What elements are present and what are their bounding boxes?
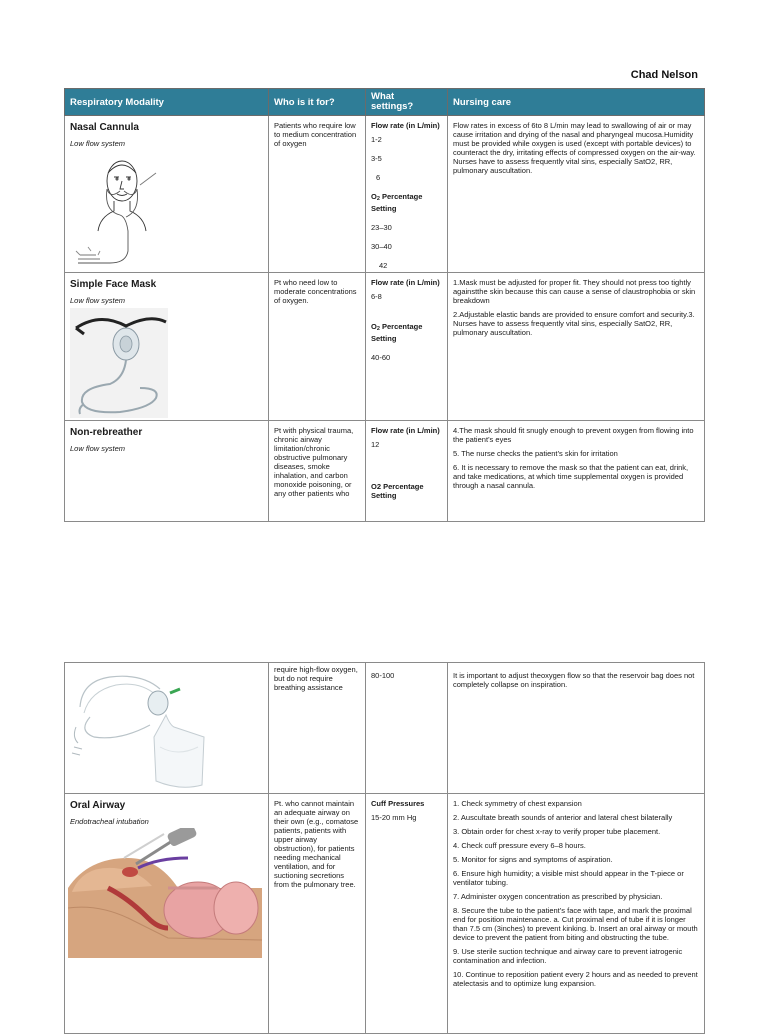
percentage-label-pre: O [371,192,377,201]
nursing-cell [448,421,705,522]
table-row-non-rebreather-continued [65,663,705,794]
settings-cell [366,794,448,1034]
intubation-illustration [68,828,262,958]
who-text: require high-flow oxygen, but do not require breathing assistance [274,665,358,692]
header-settings-line1: What [371,91,395,102]
author-name: Chad Nelson [630,69,698,81]
modality-cell [65,794,269,1034]
modality-title: Oral Airway [70,800,126,811]
nursing-text: It is important to adjust theoxygen flow so that the reservoir bag does not completely collapse on inspiration. [453,671,695,689]
nursing-item: 6. It is necessary to remove the mask so that the patient can eat, drink, and take medications, at which time supplemental oxygen is provided through a nasal cannula. [453,463,689,490]
modality-cell [65,663,269,794]
who-text: Pt. who cannot maintain an adequate airway on their own (e.g., comatose patients, patients with upper airway obstruction), for patients needing mechanical ventilation, and for suctioning secretions from the pulmonary tree. [274,799,359,889]
table-header-row [65,89,705,116]
flow-value: 12 [371,440,380,449]
percentage-label-sub: 2 [376,326,380,332]
header-who: Who is it for? [269,89,366,116]
who-cell [269,794,366,1034]
settings-cell [366,421,448,522]
percentage-label-post: Percentage Setting [371,322,423,343]
flow-rate-label: Flow rate (in L/min) [371,278,440,287]
respiratory-table-page-1 [64,88,705,522]
nursing-item: 1. Check symmetry of chest expansion [453,799,582,808]
modality-subtitle: Low flow system [70,139,126,148]
who-cell [269,273,366,421]
nursing-cell [448,794,705,1034]
settings-cell [366,273,448,421]
table-row-simple-face-mask [65,273,705,421]
header-settings-line2: settings? [371,101,414,112]
cuff-pressure-value: 15-20 mm Hg [371,813,417,822]
modality-subtitle: Low flow system [70,444,126,453]
flow-value-2: 3-5 [371,154,382,163]
flow-rate-label: Flow rate (in L/min) [371,121,440,130]
settings-cell [366,663,448,794]
flow-value-3: 6 [376,173,381,182]
nursing-item: 7. Administer oxygen concentration as prescribed by physician. [453,892,663,901]
header-settings [366,89,448,116]
nursing-item: 3. Obtain order for chest x-ray to verify proper tube placement. [453,827,661,836]
nursing-item: 2.Adjustable elastic bands are provided to ensure comfort and security.3. Nurses have to assess frequently vital sins, especially SatO2, RR, pulmonary auscultation. [453,310,695,337]
who-text: Patients who require low to medium concentration of oxygen [274,121,357,148]
flow-value-1: 1-2 [371,135,382,144]
percentage-label-post: Percentage Setting [371,192,423,213]
table-row-oral-airway [65,794,705,1034]
table-row-non-rebreather [65,421,705,522]
modality-title: Non-rebreather [70,427,143,438]
who-cell [269,116,366,273]
table-row-nasal-cannula [65,116,705,273]
nursing-cell [448,116,705,273]
nursing-item: 1.Mask must be adjusted for proper fit. They should not press too tightly againstthe skin because this can cause a sense of claustrophobia or skin breakdown [453,278,696,305]
nursing-item: 4.The mask should fit snugly enough to prevent oxygen from flowing into the patient’s eyes [453,426,694,444]
pct-value-2: 30–40 [371,242,392,251]
percentage-label: O2 Percentage Setting [371,482,424,500]
pct-value-1: 23–30 [371,223,392,232]
percentage-label [371,192,442,213]
pct-value: 40-60 [371,353,391,362]
modality-subtitle: Endotracheal intubation [70,817,149,826]
face-mask-photo [70,308,168,418]
modality-title: Nasal Cannula [70,122,139,133]
modality-cell [65,116,269,273]
modality-cell [65,273,269,421]
flow-rate-label: Flow rate (in L/min) [371,426,440,435]
nursing-text: Flow rates in excess of 6to 8 L/min may lead to swallowing of air or may cause irritation and drying of the nasal and pharyngeal mucosa.Humidity must be provided while oxygen is used (except with portable devices) to counteract the dry, irritating effects of compressed oxygen on the air-way. Nurses have to assess frequently vital sins, especially SatO2, RR, pulmonary auscultation. [453,121,696,175]
percentage-label-sub: 2 [376,196,380,202]
cuff-pressure-label: Cuff Pressures [371,799,425,808]
setting-value: 80-100 [371,671,395,680]
header-modality: Respiratory Modality [65,89,269,116]
modality-cell [65,421,269,522]
who-cell [269,421,366,522]
nursing-item: 2. Auscultate breath sounds of anterior and lateral chest bilaterally [453,813,673,822]
percentage-label [371,322,442,343]
who-cell [269,663,366,794]
nursing-item: 10. Continue to reposition patient every 2 hours and as needed to prevent atelectasis and to optimize lung expansion. [453,970,698,988]
nursing-item: 5. Monitor for signs and symptoms of aspiration. [453,855,613,864]
nursing-item: 9. Use sterile suction technique and airway care to prevent iatrogenic contamination and infection. [453,947,683,965]
header-nursing: Nursing care [448,89,705,116]
who-text: Pt with physical trauma, chronic airway limitation/chronic obstructive pulmonary diseases, smoke inhalation, and carbon monoxide poisoning, or any other patients who [274,426,354,498]
who-text: Pt who need low to moderate concentrations of oxygen. [274,278,357,305]
settings-cell [366,116,448,273]
nursing-cell [448,273,705,421]
nursing-item: 6. Ensure high humidity; a visible mist should appear in the T-piece or ventilator tubing. [453,869,684,887]
nasal-cannula-illustration [70,151,180,269]
pct-value-3: 42 [379,261,388,270]
nursing-item: 4. Check cuff pressure every 6–8 hours. [453,841,586,850]
respiratory-table-page-2 [64,662,705,1034]
nursing-item: 5. The nurse checks the patient’s skin for irritation [453,449,618,458]
nursing-item: 8. Secure the tube to the patient’s face with tape, and mark the proximal end for position maintenance. a. Cut proximal end of tube if it is longer than 7.5 cm (3inches) to prevent kinking. b. Insert an oral airway or mouth device to prevent the patient from biting and obstructing the tube. [453,906,698,942]
flow-value: 6-8 [371,292,382,301]
modality-title: Simple Face Mask [70,279,157,290]
nursing-cell [448,663,705,794]
non-rebreather-mask-photo [70,667,210,789]
percentage-label-pre: O [371,322,377,331]
modality-subtitle: Low flow system [70,296,126,305]
